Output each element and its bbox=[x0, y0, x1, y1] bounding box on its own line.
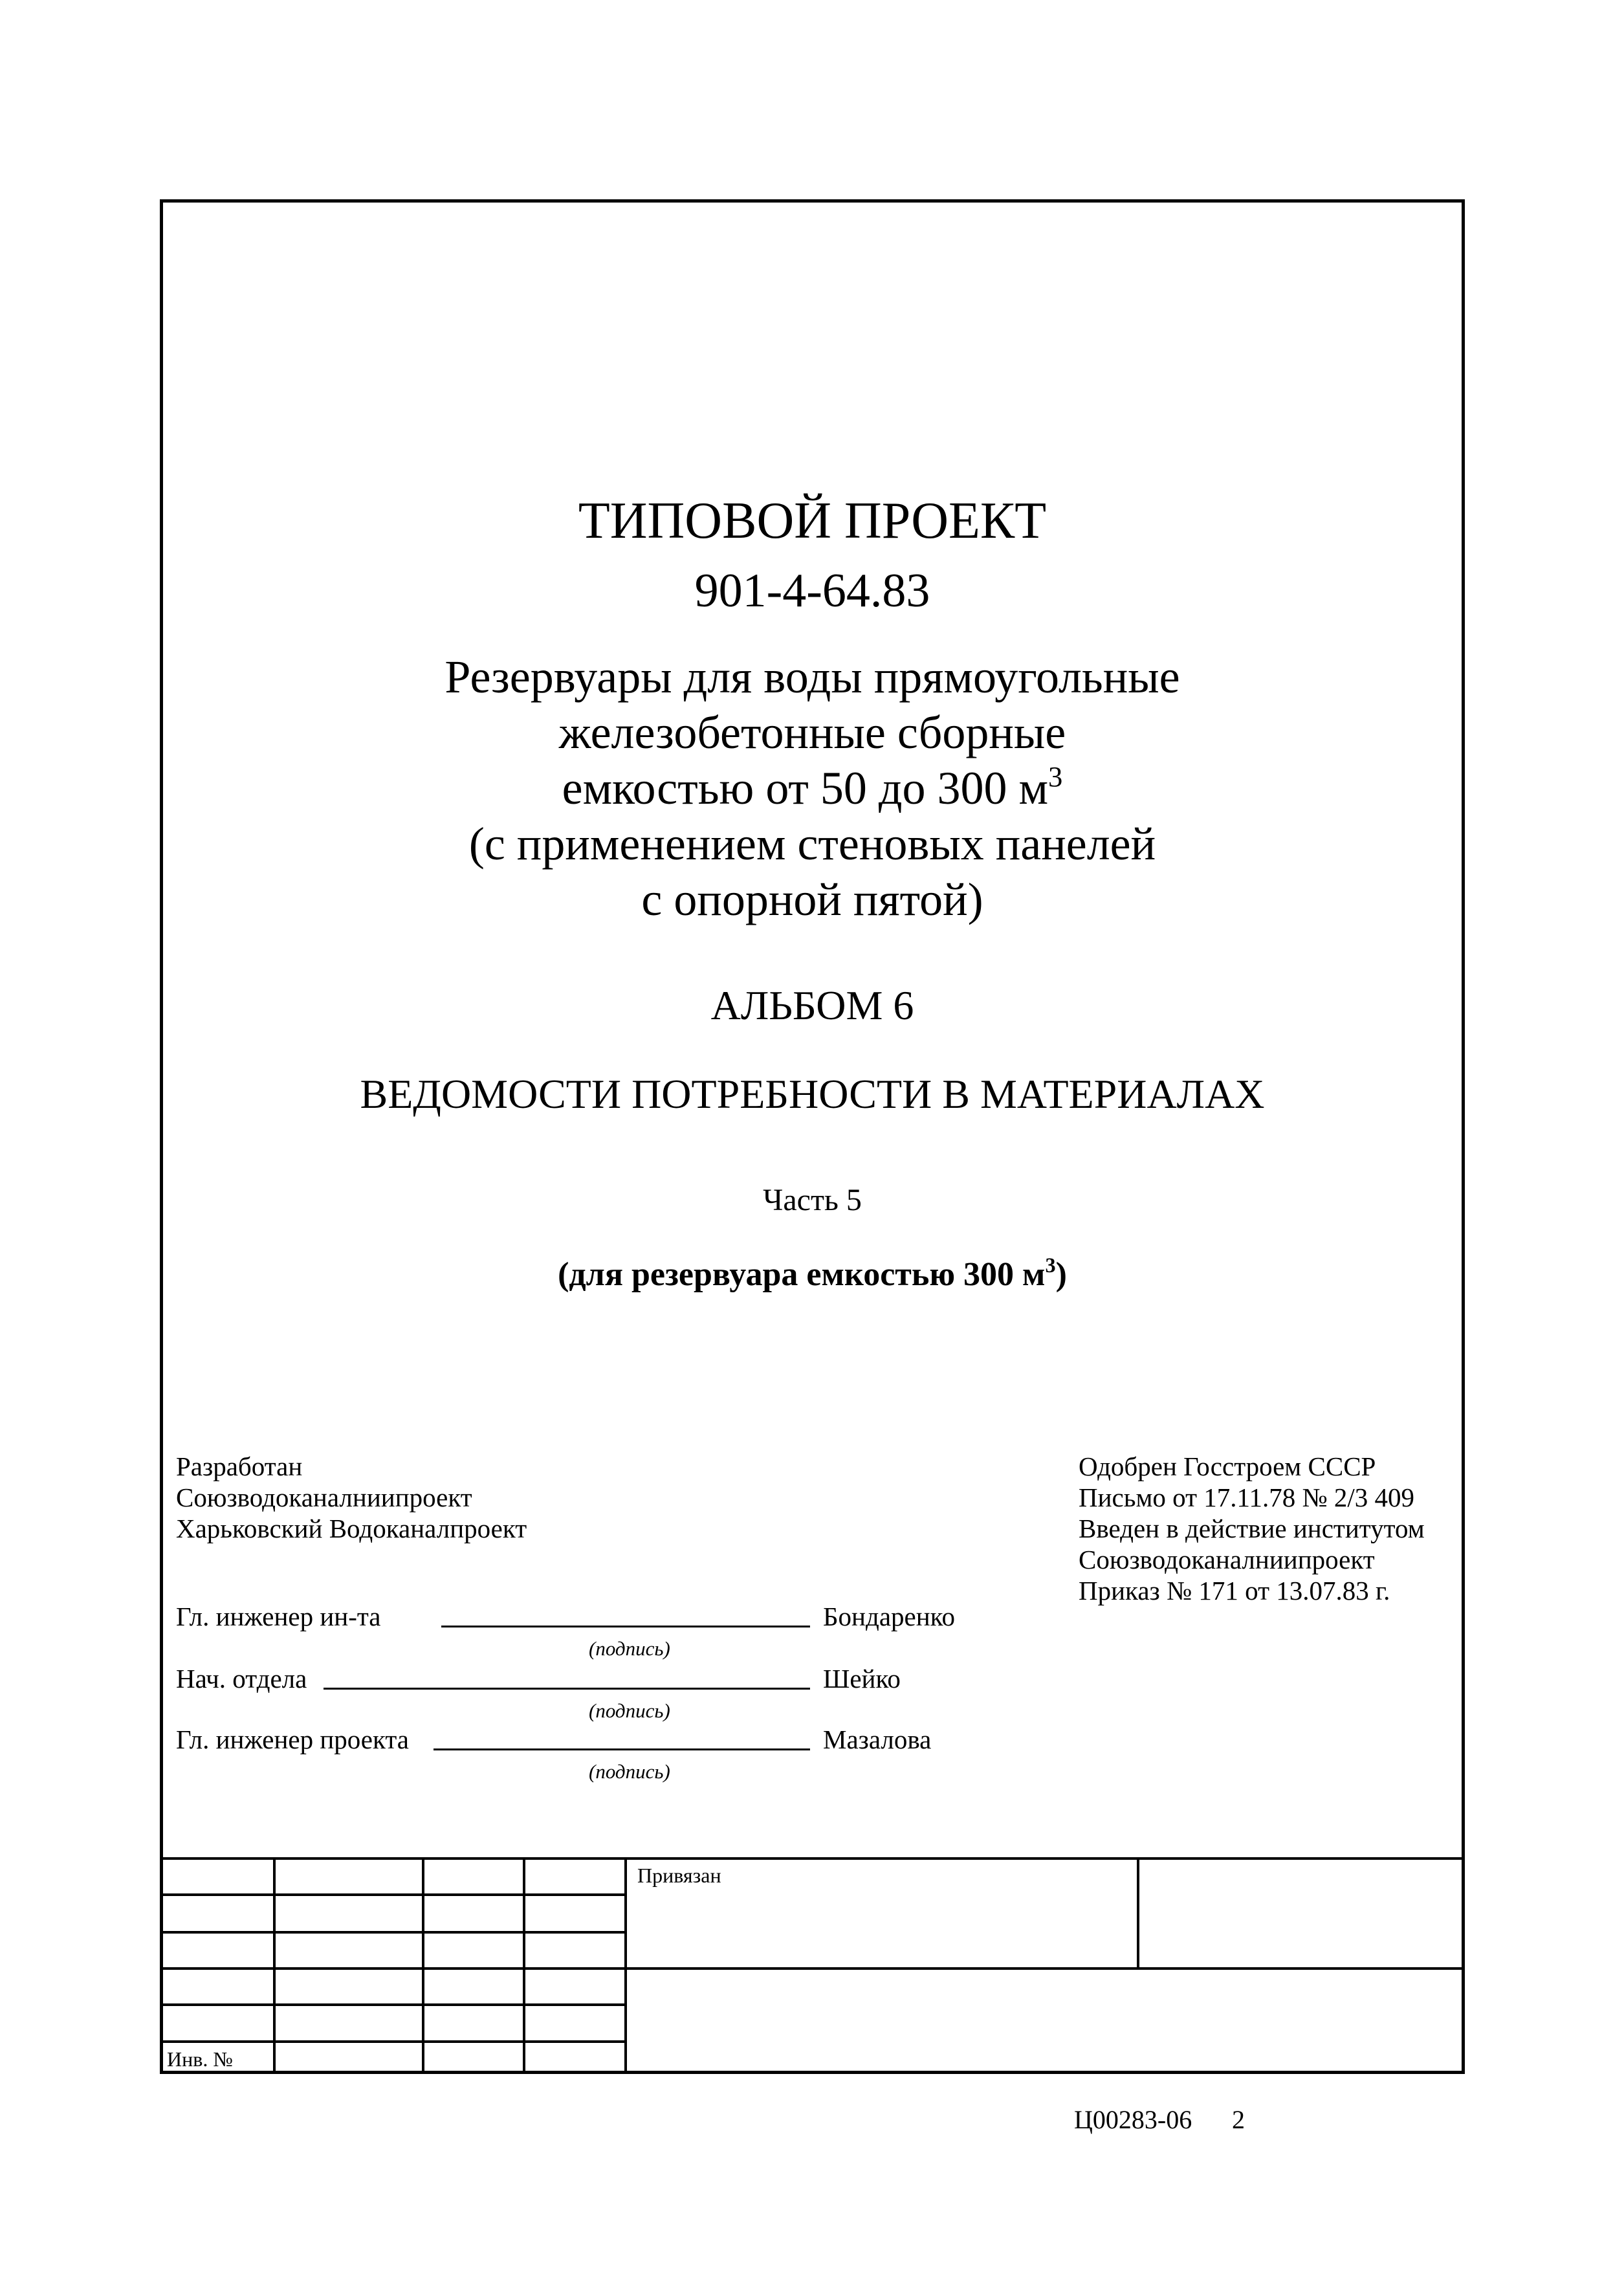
stamp-top-border bbox=[160, 1857, 1465, 1860]
project-name-line-2: железобетонные сборные bbox=[558, 707, 1066, 758]
signature-row-project-engineer bbox=[176, 1724, 1017, 1783]
stamp-grid-line bbox=[160, 1967, 1465, 1970]
part-number: Часть 5 bbox=[763, 1183, 862, 1217]
capacity-note bbox=[160, 1254, 1465, 1296]
capacity-note-close: ) bbox=[1055, 1256, 1067, 1293]
signature-row-department-head bbox=[176, 1663, 1017, 1722]
signature-name: Шейко bbox=[823, 1664, 901, 1693]
signature-hint: (подпись) bbox=[589, 1637, 670, 1660]
signature-role: Гл. инженер проекта bbox=[176, 1725, 409, 1754]
approval-line-1: Одобрен Госстроем СССР bbox=[1079, 1451, 1376, 1481]
signature-line bbox=[441, 1626, 810, 1627]
project-name bbox=[160, 649, 1465, 927]
signature-row-chief-engineer bbox=[176, 1601, 1017, 1660]
bound-label: Привязан bbox=[637, 1864, 721, 1887]
stamp-grid-line bbox=[160, 1893, 626, 1896]
stamp-grid-line bbox=[160, 2003, 626, 2006]
approval-block bbox=[1079, 1451, 1425, 1606]
document-code: Ц00283-06 bbox=[1074, 2105, 1192, 2134]
stamp-grid-line bbox=[523, 1857, 525, 2074]
signature-line bbox=[324, 1688, 810, 1690]
stamp-grid-line bbox=[160, 1931, 626, 1934]
developer-line-2: Союзводоканалниипроект bbox=[176, 1483, 472, 1512]
stamp-grid-line bbox=[273, 1857, 276, 2074]
approval-line-2: Письмо от 17.11.78 № 2/3 409 bbox=[1079, 1483, 1415, 1512]
signature-role: Нач. отдела bbox=[176, 1664, 307, 1693]
page-number: 2 bbox=[1232, 2105, 1245, 2134]
project-name-line-3-text: емкостью от 50 до 300 м bbox=[562, 762, 1049, 814]
document-type-title: ТИПОВОЙ ПРОЕКТ bbox=[578, 492, 1047, 549]
project-code: 901-4-64.83 bbox=[694, 564, 930, 617]
project-name-line-3 bbox=[160, 760, 1465, 816]
signature-role: Гл. инженер ин-та bbox=[176, 1602, 381, 1631]
stamp-grid-line bbox=[1137, 1857, 1139, 1967]
project-name-line-1: Резервуары для воды прямоугольные bbox=[444, 651, 1180, 703]
capacity-superscript: 3 bbox=[1045, 1253, 1056, 1277]
project-name-line-4: (с применением стеновых панелей bbox=[468, 818, 1156, 870]
project-name-line-5: с опорной пятой) bbox=[641, 874, 983, 925]
page-frame bbox=[160, 199, 1465, 2074]
approval-line-4: Союзводоканалниипроект bbox=[1079, 1545, 1375, 1574]
approval-line-3: Введен в действие институтом bbox=[1079, 1514, 1425, 1543]
stamp-grid-line bbox=[422, 1857, 424, 2074]
developer-line-1: Разработан bbox=[176, 1451, 303, 1481]
stamp-grid-line bbox=[160, 2040, 626, 2043]
developer-line-3: Харьковский Водоканалпроект bbox=[176, 1514, 527, 1543]
capacity-note-text: (для резервуара емкостью 300 м bbox=[558, 1256, 1046, 1293]
signature-hint: (подпись) bbox=[589, 1699, 670, 1722]
album-title: ВЕДОМОСТИ ПОТРЕБНОСТИ В МАТЕРИАЛАХ bbox=[360, 1071, 1265, 1117]
signature-name: Бондаренко bbox=[823, 1602, 956, 1631]
signature-line bbox=[433, 1748, 810, 1750]
signature-name: Мазалова bbox=[823, 1725, 932, 1754]
signature-hint: (подпись) bbox=[589, 1760, 670, 1783]
inventory-number-label: Инв. № bbox=[167, 2047, 233, 2071]
approval-line-5: Приказ № 171 от 13.07.83 г. bbox=[1079, 1576, 1390, 1605]
album-number: АЛЬБОМ 6 bbox=[710, 982, 914, 1028]
stamp-grid-line bbox=[624, 1857, 627, 2074]
cubic-superscript: 3 bbox=[1048, 760, 1063, 793]
developer-block bbox=[176, 1451, 527, 1544]
